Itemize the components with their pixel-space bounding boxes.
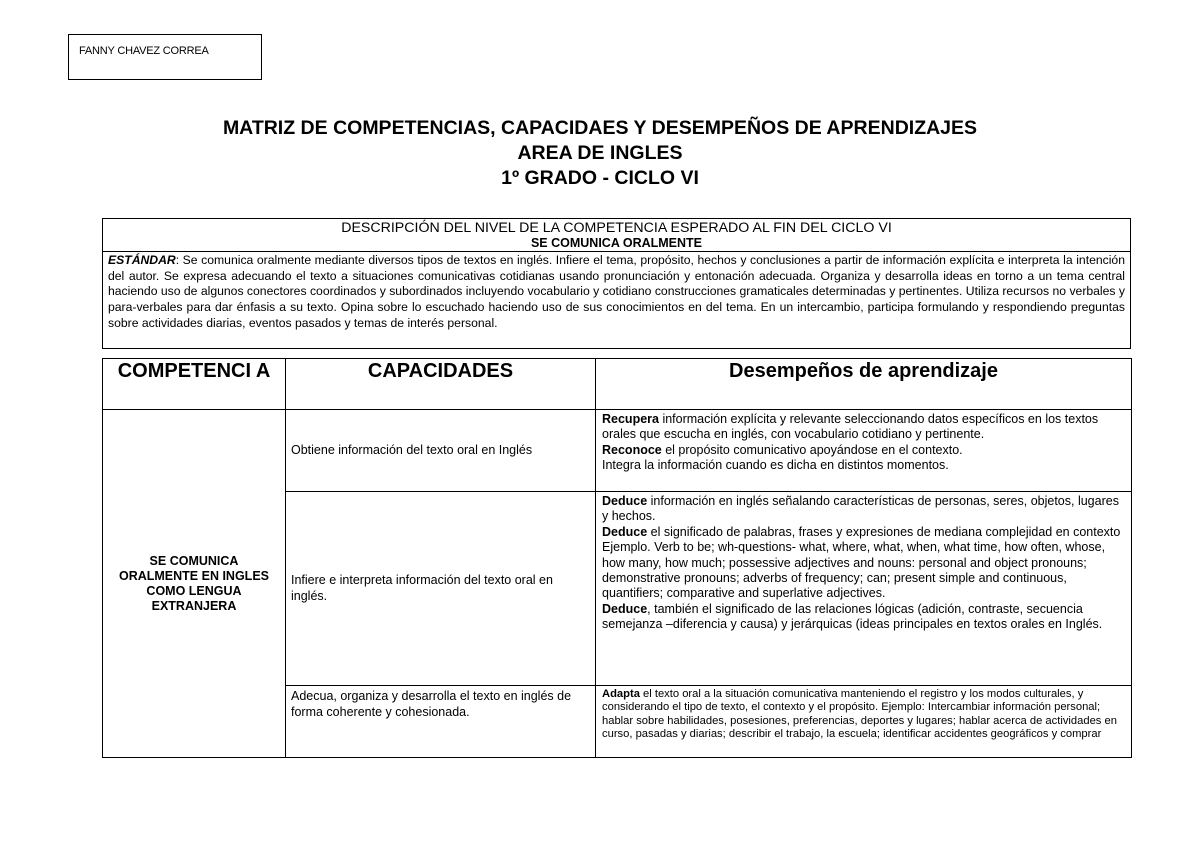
title-line-3: 1º GRADO - CICLO VI	[501, 167, 699, 189]
standard-description	[103, 252, 1130, 348]
competencia-cell: SE COMUNICA ORALMENTE EN INGLES COMO LENGUA EXTRANJERA	[103, 410, 286, 758]
header-competencia: COMPETENCI A	[103, 359, 286, 410]
capacidad-cell: Infiere e interpreta información del texto oral en inglés.	[286, 492, 596, 686]
standard-heading: DESCRIPCIÓN DEL NIVEL DE LA COMPETENCIA ESPERADO AL FIN DEL CICLO VI	[341, 220, 892, 236]
matrix-header-row	[103, 359, 1132, 410]
header-capacidades: CAPACIDADES	[286, 359, 596, 410]
document-title	[0, 116, 1200, 191]
desempeno-cell: Adapta el texto oral a la situación comunicativa manteniendo el registro y los modos culturales, y considerando el tipo de texto, el contexto y el propósito. Ejemplo: Intercambiar información personal; hablar sobre habilidades, posesiones, preferencias, deportes y lugares; hablar acerca de actividades en curso, pasadas y diarias; describir el trabajo, la escuela; identificar accidentes geográficos y comprar	[596, 686, 1132, 758]
desempeno-cell: Deduce información en inglés señalando características de personas, seres, objetos, lugares y hechos. Deduce el significado de palabras, frases y expresiones de mediana complejidad en contexto Ejemplo. Verb to be; wh-questions- what, where, what, when, what time, how often, whose, how many, how much; possessive adjectives and nouns: personal and object pronouns; demonstrative pronouns; adverbs of frequency; can; present simple and continuous, quantifiers; comparative and superlative adjectives. Deduce, también el significado de las relaciones lógicas (adición, contraste, secuencia semejanza –diferencia y causa) y jerárquicas (ideas principales en textos orales en Inglés.	[596, 492, 1132, 686]
standard-text: : Se comunica oralmente mediante diversos tipos de textos en inglés. Infiere el tema, propósito, hechos y conclusiones a partir de información explícita e interpreta la intención del autor. Se expresa adecuando el texto a situaciones comunicativas cotidianas usando pronunciación y entonación adecuada. Organiza y desarrolla ideas en torno a un tema central haciendo uso de algunos conectores coordinados y subordinados incluyendo vocabulario y cotidiano construcciones gramaticales determinadas y pertinentes. Utiliza recursos no verbales y para-verbales para dar énfasis a su texto. Opina sobre lo escuchado haciendo uso de sus conocimientos en del tema. En un intercambio, participa formulando y respondiendo preguntas sobre actividades diarias, eventos pasados y temas de interés personal.	[108, 253, 1125, 330]
standard-box	[102, 218, 1131, 349]
table-row	[103, 410, 1132, 492]
capacidad-cell: Obtiene información del texto oral en Inglés	[286, 410, 596, 492]
standard-label: ESTÁNDAR	[108, 253, 176, 267]
title-line-1: MATRIZ DE COMPETENCIAS, CAPACIDAES Y DESEMPEÑOS DE APRENDIZAJES	[222, 117, 978, 139]
author-box	[68, 34, 262, 80]
capacidad-cell: Adecua, organiza y desarrolla el texto en inglés de forma coherente y cohesionada.	[286, 686, 596, 758]
standard-subheading: SE COMUNICA ORALMENTE	[103, 236, 1130, 252]
header-desempenos: Desempeños de aprendizaje	[596, 359, 1132, 410]
author-name: FANNY CHAVEZ CORREA	[79, 45, 209, 57]
desempeno-cell: Recupera información explícita y relevante seleccionando datos específicos en los textos orales que escucha en inglés, con vocabulario cotidiano y pertinente. Reconoce el propósito comunicativo apoyándose en el contexto. Integra la información cuando es dicha en distintos momentos.	[596, 410, 1132, 492]
title-line-2: AREA DE INGLES	[517, 142, 683, 164]
competency-matrix	[102, 358, 1132, 758]
